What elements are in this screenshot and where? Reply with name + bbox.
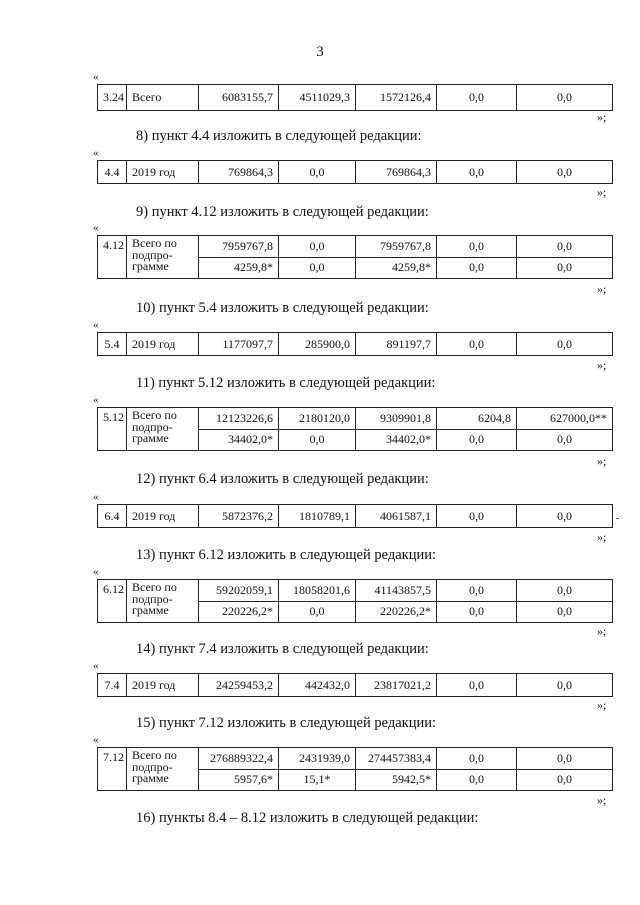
row-label: Всего по подпро-грамме: [127, 236, 199, 279]
stray-mark: -: [616, 513, 620, 524]
value-cell: 7959767,8: [356, 236, 437, 258]
amendment-instruction: 14) пункт 7.4 изложить в следующей редакции:: [136, 641, 429, 657]
value-cell: 5942,5*: [356, 769, 437, 791]
amendment-instruction: 11) пункт 5.12 изложить в следующей редакции:: [136, 375, 436, 391]
value-cell: 0,0: [279, 429, 356, 451]
row-label: Всего по подпро-грамме: [127, 580, 199, 623]
amendment-instruction: 16) пункты 8.4 – 8.12 изложить в следующей редакции:: [136, 810, 479, 826]
value-cell: 18058201,6: [279, 580, 356, 602]
total-cell: 4259,8*: [199, 257, 279, 279]
amendment-instruction: 9) пункт 4.12 изложить в следующей редакции:: [136, 204, 429, 220]
row-label: 2019 год: [127, 333, 199, 356]
row-code: 7.4: [98, 674, 127, 697]
value-cell: 0,0: [437, 748, 517, 770]
value-cell: 0,0: [517, 601, 613, 623]
table-5-12: [97, 407, 613, 451]
close-quote: »;: [597, 454, 607, 468]
value-cell: 34402,0*: [356, 429, 437, 451]
close-quote: »;: [597, 282, 607, 296]
value-cell: 0,0: [279, 257, 356, 279]
total-cell: 7959767,8: [199, 236, 279, 258]
value-cell: 0,0: [437, 429, 517, 451]
value-cell: 0,0: [437, 580, 517, 602]
close-quote: »;: [597, 624, 607, 638]
close-quote: »;: [597, 530, 607, 544]
close-quote: »;: [597, 185, 607, 199]
open-quote: «: [93, 319, 99, 331]
value-cell: 2180120,0: [279, 408, 356, 430]
row-code: 5.12: [98, 408, 127, 451]
value-cell: 0,0: [517, 748, 613, 770]
total-cell: 12123226,6: [199, 408, 279, 430]
value-cell: 0,0: [517, 505, 613, 528]
open-quote: «: [93, 734, 99, 746]
amendment-instruction: 15) пункт 7.12 изложить в следующей редакции:: [136, 715, 436, 731]
table-6-4: [97, 504, 613, 528]
value-cell: 274457383,4: [356, 748, 437, 770]
value-cell: 0,0: [437, 601, 517, 623]
value-cell: 627000,0**: [517, 408, 613, 430]
open-quote: «: [93, 566, 99, 578]
table-3-24: [97, 84, 613, 111]
value-cell: 0,0: [517, 333, 613, 356]
open-quote: «: [93, 147, 99, 159]
value-cell: 0,0: [279, 236, 356, 258]
amendment-instruction: 8) пункт 4.4 изложить в следующей редакции:: [136, 128, 422, 144]
value-cell: 0,0: [437, 257, 517, 279]
close-quote: »;: [597, 358, 607, 372]
table-row: [98, 505, 613, 528]
value-cell: 1810789,1: [279, 505, 356, 528]
table-row: [98, 236, 613, 258]
amendment-instruction: 12) пункт 6.4 изложить в следующей редакции:: [136, 471, 429, 487]
row-label: 2019 год: [127, 674, 199, 697]
table-7-4: [97, 673, 613, 697]
row-code: 7.12: [98, 748, 127, 791]
value-cell: 4259,8*: [356, 257, 437, 279]
value-cell: 0,0: [437, 505, 517, 528]
total-cell: 769864,3: [199, 161, 279, 184]
table-7-12: [97, 747, 613, 791]
page-number: 3: [316, 44, 324, 60]
table-row: [98, 161, 613, 184]
value-cell: 0,0: [517, 161, 613, 184]
close-quote: »;: [597, 110, 607, 124]
row-code: 6.4: [98, 505, 127, 528]
table-5-4: [97, 332, 613, 356]
value-cell: 23817021,2: [356, 674, 437, 697]
table-row: [98, 333, 613, 356]
table-row: [98, 85, 613, 111]
value-cell: 0,0: [517, 674, 613, 697]
table-row: [98, 408, 613, 430]
open-quote: «: [93, 491, 99, 503]
value-cell: 0,0: [437, 161, 517, 184]
table-4-12: [97, 235, 613, 279]
value-cell: 9309901,8: [356, 408, 437, 430]
row-code: 4.4: [98, 161, 127, 184]
row-label: Всего: [127, 85, 199, 111]
row-code: 4.12: [98, 236, 127, 279]
value-cell: 15,1*: [279, 769, 356, 791]
table-row: [98, 580, 613, 602]
value-cell: 0,0: [517, 85, 613, 111]
total-cell: 59202059,1: [199, 580, 279, 602]
value-cell: 0,0: [517, 580, 613, 602]
value-cell: 4511029,3: [279, 85, 356, 111]
value-cell: 0,0: [437, 236, 517, 258]
row-label: Всего по подпро-грамме: [127, 408, 199, 451]
value-cell: 0,0: [517, 236, 613, 258]
value-cell: 220226,2*: [356, 601, 437, 623]
table-4-4: [97, 160, 613, 184]
amendment-instruction: 10) пункт 5.4 изложить в следующей редакции:: [136, 300, 429, 316]
row-label: 2019 год: [127, 505, 199, 528]
value-cell: 41143857,5: [356, 580, 437, 602]
value-cell: 4061587,1: [356, 505, 437, 528]
value-cell: 0,0: [437, 333, 517, 356]
open-quote: «: [93, 660, 99, 672]
total-cell: 34402,0*: [199, 429, 279, 451]
row-code: 6.12: [98, 580, 127, 623]
close-quote: »;: [597, 793, 607, 807]
value-cell: 6204,8: [437, 408, 517, 430]
value-cell: 0,0: [517, 769, 613, 791]
value-cell: 2431939,0: [279, 748, 356, 770]
value-cell: 0,0: [517, 429, 613, 451]
open-quote: «: [93, 71, 99, 83]
value-cell: 769864,3: [356, 161, 437, 184]
row-code: 5.4: [98, 333, 127, 356]
row-label: 2019 год: [127, 161, 199, 184]
amendment-instruction: 13) пункт 6.12 изложить в следующей редакции:: [136, 547, 436, 563]
total-cell: 24259453,2: [199, 674, 279, 697]
total-cell: 5872376,2: [199, 505, 279, 528]
total-cell: 220226,2*: [199, 601, 279, 623]
total-cell: 276889322,4: [199, 748, 279, 770]
value-cell: 285900,0: [279, 333, 356, 356]
total-cell: 6083155,7: [199, 85, 279, 111]
value-cell: 0,0: [279, 601, 356, 623]
open-quote: «: [93, 222, 99, 234]
total-cell: 5957,6*: [199, 769, 279, 791]
value-cell: 0,0: [437, 674, 517, 697]
table-row: [98, 674, 613, 697]
value-cell: 891197,7: [356, 333, 437, 356]
open-quote: «: [93, 394, 99, 406]
row-code: 3.24: [98, 85, 127, 111]
value-cell: 1572126,4: [356, 85, 437, 111]
value-cell: 442432,0: [279, 674, 356, 697]
value-cell: 0,0: [437, 769, 517, 791]
table-row: [98, 748, 613, 770]
total-cell: 1177097,7: [199, 333, 279, 356]
close-quote: »;: [597, 698, 607, 712]
value-cell: 0,0: [437, 85, 517, 111]
value-cell: 0,0: [517, 257, 613, 279]
row-label: Всего по подпро-грамме: [127, 748, 199, 791]
table-6-12: [97, 579, 613, 623]
value-cell: 0,0: [279, 161, 356, 184]
